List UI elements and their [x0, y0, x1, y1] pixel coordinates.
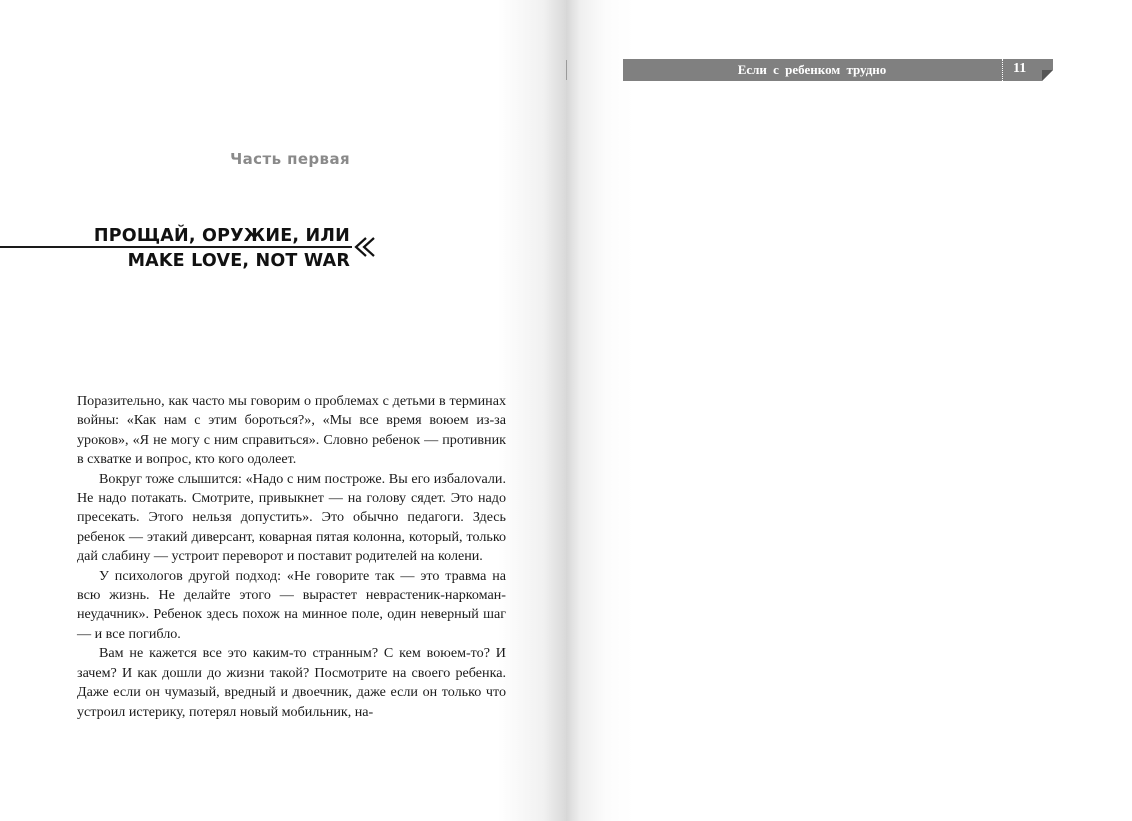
chapter-title-line-2: MAKE LOVE, NOT WAR	[127, 251, 350, 271]
part-title: Часть первая	[230, 150, 350, 168]
chapter-title	[0, 224, 350, 274]
left-paragraph-1: Поразительно, как часто мы говорим о проблемах с детьми в терминах войны: «Как нам с этим бороться?», «Мы все время воюем из-за уроков», «Я не могу с ним справиться». Словно ребенок — противник в схватке и вопрос, кто кого одолеет.	[77, 393, 506, 468]
spine-mark	[566, 60, 567, 80]
running-header	[623, 59, 1053, 81]
left-paragraph-4: Вам не кажется все это каким-то странным? С кем воюем-то? И зачем? И как дошли до жизни такой? Посмотрите на своего ребенка. Даже если он чумазый, вредный и двоечник, даже если он только что устроил истерику, потерял новый мобильник, на-	[77, 645, 506, 720]
left-body-text	[77, 392, 506, 722]
left-paragraph-2: Вокруг тоже слышится: «Надо с ним построже. Вы его избалоvали. Не надо потакать. Смотрите, привыкнет — на голову сядет. Это надо пресекать. Этого нельзя допустить». Это обычно педагоги. Здесь ребенок — этакий диверсант, коварная пятая колонна, который, только дай слабину — устроит переворот и поставит родителей на колени.	[77, 470, 506, 565]
right-page	[566, 0, 1132, 821]
running-header-separator	[1002, 59, 1005, 81]
page-corner-icon	[1042, 70, 1053, 81]
left-paragraph-3: У психологов другой подход: «Не говорите так — это травма на всю жизнь. Не делайте этого — вырастет неврастеник-наркоман-неудачник». Ребенок здесь похож на минное поле, один неверный шаг — и все погибло.	[77, 567, 506, 642]
page-number: 11	[1013, 61, 1027, 76]
chapter-title-line-1: ПРОЩАЙ, ОРУЖИЕ, ИЛИ	[93, 226, 350, 246]
running-header-title: Если с ребенком трудно	[737, 62, 887, 77]
arrow-fletching-icon	[352, 236, 378, 258]
